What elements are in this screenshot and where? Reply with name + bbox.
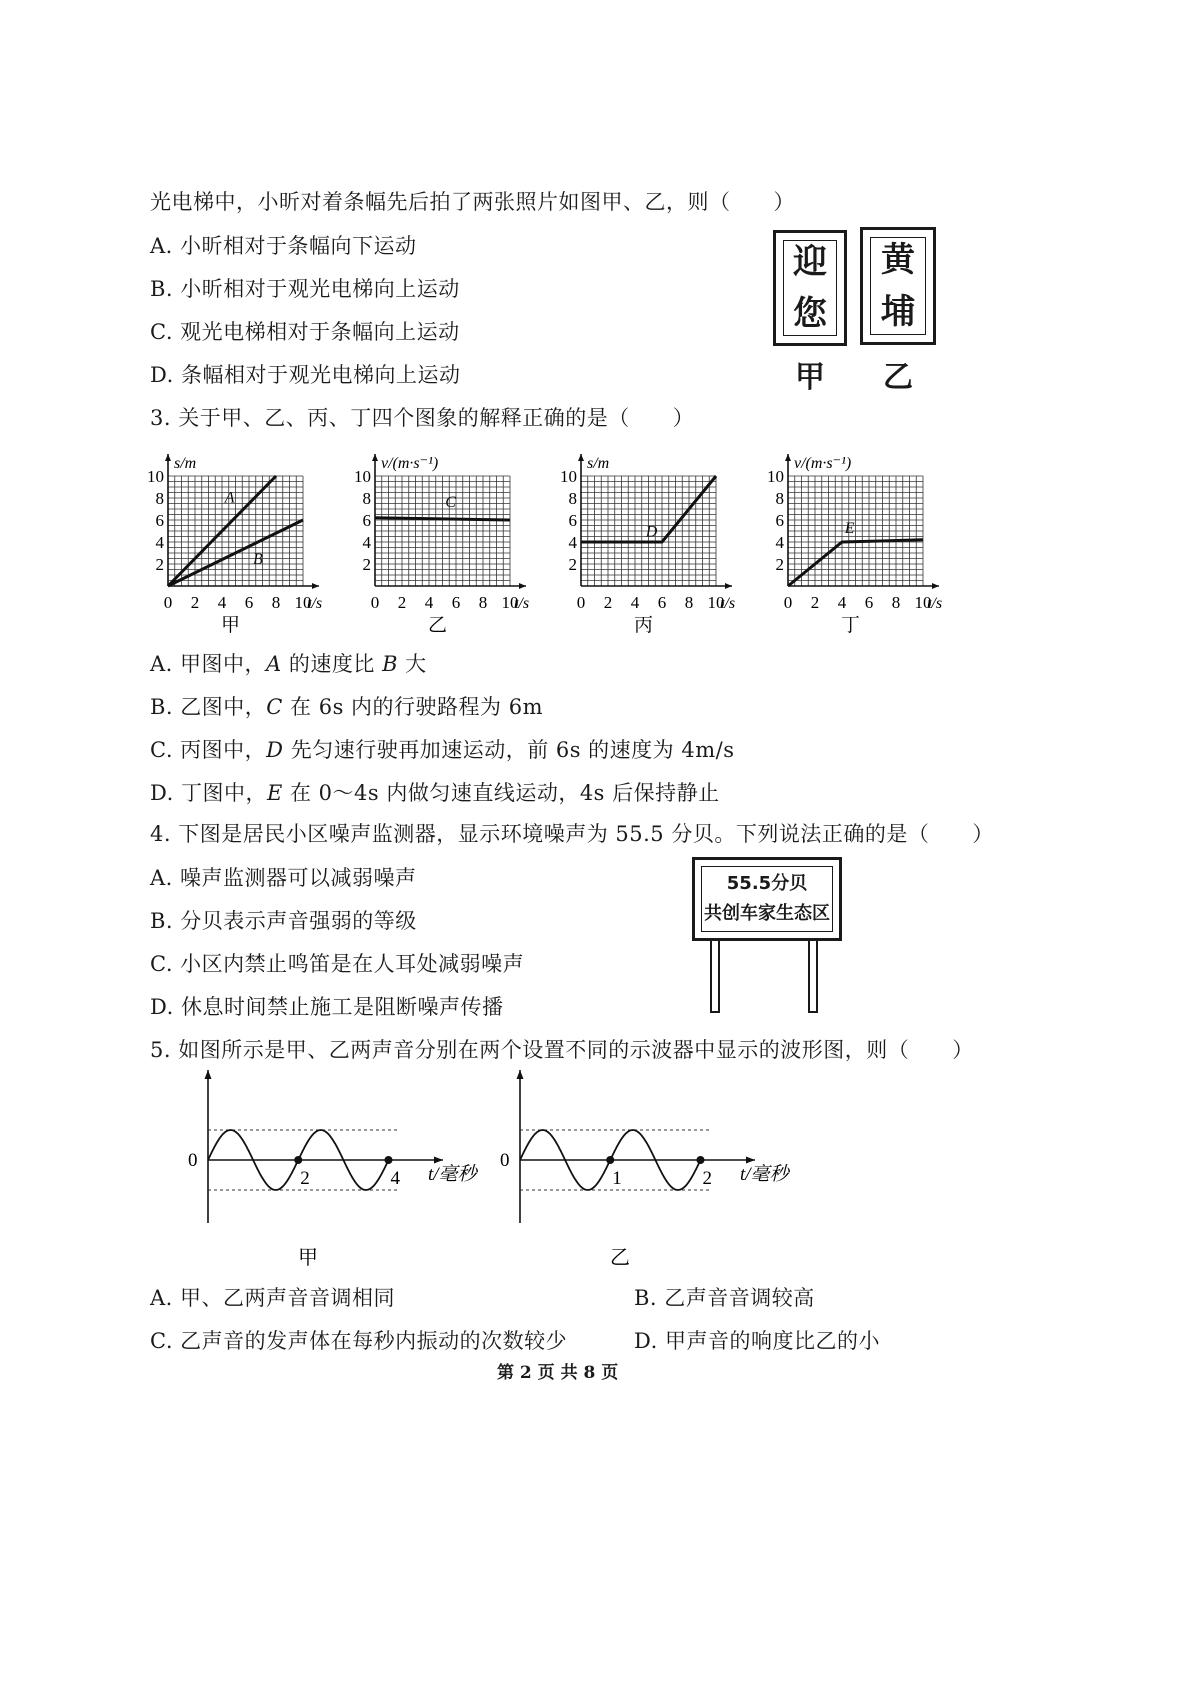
q5-option-b: B. 乙声音音调较高 <box>634 1286 815 1310</box>
banner-yi-caption: 乙 <box>883 360 913 395</box>
q4-option-b: B. 分贝表示声音强弱的等级 <box>150 909 417 933</box>
x-tick-label: 10 <box>707 593 725 612</box>
y-axis-label: v/(m·s⁻¹) <box>794 455 852 472</box>
origin-label: 0 <box>188 1150 198 1171</box>
x-axis-label: t/s <box>927 595 943 612</box>
y-tick-label: 2 <box>362 555 371 574</box>
q3-option-a: A. 甲图中，A 的速度比 B 大 <box>150 652 427 676</box>
q4-option-d: D. 休息时间禁止施工是阻断噪声传播 <box>150 995 504 1019</box>
series-label-E: E <box>844 520 855 538</box>
graph-caption: 丙 <box>633 615 654 636</box>
x-axis-label: t/s <box>307 595 323 612</box>
sign-slogan: 共创车家生态区 <box>704 903 830 924</box>
y-tick-label: 8 <box>362 489 371 508</box>
q5-option-a: A. 甲、乙两声音音调相同 <box>150 1286 396 1310</box>
y-axis-arrow <box>517 1070 524 1079</box>
q3-option-c: C. 丙图中，D 先匀速行驶再加速运动，前 6s 的速度为 4m/s <box>150 738 735 762</box>
waveform-甲 <box>188 1070 481 1269</box>
x-tick-label: 8 <box>271 593 281 612</box>
q3-option-b: B. 乙图中，C 在 6s 内的行驶路程为 6m <box>150 695 543 719</box>
y-tick-label: 4 <box>362 533 371 552</box>
series-label-D: D <box>645 523 658 541</box>
x-tick-label: 2 <box>810 593 820 612</box>
y-tick-label: 8 <box>155 489 164 508</box>
time-tick-label: 2 <box>300 1168 310 1189</box>
graph-甲 <box>147 454 322 636</box>
series-label-C: C <box>445 493 456 511</box>
y-axis-label: s/m <box>587 455 610 472</box>
time-axis-arrow <box>434 1157 443 1164</box>
y-tick-label: 2 <box>155 555 164 574</box>
x-tick-label: 4 <box>837 593 847 612</box>
x-tick-label: 2 <box>190 593 200 612</box>
series-label-B: B <box>253 551 263 568</box>
q2-option-a: A. 小昕相对于条幅向下运动 <box>150 234 417 258</box>
x-tick-label: 0 <box>783 593 793 612</box>
q3-stem: 3. 关于甲、乙、丙、丁四个图象的解释正确的是（ ） <box>150 406 695 430</box>
x-tick-label: 0 <box>576 593 586 612</box>
banner-jia <box>773 230 847 346</box>
y-tick-label: 10 <box>560 467 577 486</box>
x-tick-label: 0 <box>370 593 380 612</box>
y-tick-label: 6 <box>155 511 164 530</box>
q4-stem: 4. 下图是居民小区噪声监测器，显示环境噪声为 55.5 分贝。下列说法正确的是（ ） <box>150 822 994 846</box>
motion-graphs <box>140 440 980 640</box>
noise-reading: 55.5分贝 <box>726 873 808 894</box>
banner-yi-char-1: 黄 <box>881 240 915 280</box>
graph-丙 <box>560 454 735 636</box>
y-axis-label: s/m <box>174 455 197 472</box>
x-axis-arrow <box>725 583 732 589</box>
x-tick-label: 0 <box>163 593 173 612</box>
x-axis-arrow <box>519 583 526 589</box>
y-tick-label: 4 <box>568 533 577 552</box>
x-axis-label: t/s <box>514 595 530 612</box>
waveform-乙 <box>500 1070 793 1269</box>
q2-option-b: B. 小昕相对于观光电梯向上运动 <box>150 277 460 301</box>
q2-stem: 光电梯中，小昕对着条幅先后拍了两张照片如图甲、乙，则（ ） <box>150 190 795 214</box>
q4-option-a: A. 噪声监测器可以减弱噪声 <box>150 866 417 890</box>
y-tick-label: 6 <box>775 511 784 530</box>
x-tick-label: 10 <box>914 593 932 612</box>
x-tick-label: 6 <box>244 593 254 612</box>
x-tick-label: 6 <box>657 593 667 612</box>
banner-jia-char-1: 迎 <box>793 242 827 282</box>
q5-option-d: D. 甲声音的响度比乙的小 <box>634 1329 880 1353</box>
x-tick-label: 4 <box>424 593 434 612</box>
y-axis-arrow <box>205 1070 212 1079</box>
x-tick-label: 8 <box>478 593 488 612</box>
time-tick-dot <box>606 1156 614 1164</box>
time-axis-label: t/毫秒 <box>740 1164 789 1185</box>
x-tick-label: 4 <box>630 593 640 612</box>
x-tick-label: 10 <box>501 593 519 612</box>
y-axis-arrow <box>785 454 791 461</box>
y-tick-label: 10 <box>147 467 164 486</box>
waveform-caption: 乙 <box>610 1247 630 1269</box>
q3-option-d: D. 丁图中，E 在 0～4s 内做匀速直线运动，4s 后保持静止 <box>150 781 720 805</box>
y-tick-label: 8 <box>775 489 784 508</box>
page-number: 第 2 页 共 8 页 <box>497 1363 619 1383</box>
graph-丁 <box>767 454 942 636</box>
banner-yi <box>860 227 936 345</box>
noise-monitor-sign <box>692 857 842 941</box>
x-axis-label: t/s <box>720 595 736 612</box>
banner-yi-char-2: 埔 <box>881 292 915 332</box>
banner-jia-char-2: 您 <box>793 294 827 334</box>
time-tick-label: 2 <box>702 1168 712 1189</box>
graph-caption: 丁 <box>840 615 861 636</box>
y-axis-arrow <box>578 454 584 461</box>
waveform-caption: 甲 <box>298 1247 318 1269</box>
x-tick-label: 4 <box>217 593 227 612</box>
sign-post-left <box>710 941 720 1013</box>
graph-caption: 甲 <box>220 615 241 636</box>
y-axis-arrow <box>372 454 378 461</box>
y-tick-label: 6 <box>362 511 371 530</box>
q2-option-c: C. 观光电梯相对于条幅向上运动 <box>150 320 460 344</box>
series-label-A: A <box>224 489 235 507</box>
time-tick-label: 1 <box>612 1168 622 1189</box>
y-tick-label: 10 <box>354 467 371 486</box>
y-tick-label: 8 <box>568 489 577 508</box>
banner-jia-caption: 甲 <box>795 360 825 395</box>
y-tick-label: 2 <box>568 555 577 574</box>
time-axis-label: t/毫秒 <box>428 1164 477 1185</box>
time-axis-arrow <box>746 1157 755 1164</box>
y-tick-label: 6 <box>568 511 577 530</box>
x-axis-arrow <box>932 583 939 589</box>
x-tick-label: 2 <box>603 593 613 612</box>
x-tick-label: 6 <box>451 593 461 612</box>
y-axis-label: v/(m·s⁻¹) <box>381 455 439 472</box>
x-tick-label: 10 <box>294 593 312 612</box>
q5-option-c: C. 乙声音的发声体在每秒内振动的次数较少 <box>150 1329 568 1353</box>
y-tick-label: 2 <box>775 555 784 574</box>
x-tick-label: 8 <box>891 593 901 612</box>
x-tick-label: 8 <box>684 593 694 612</box>
q2-option-d: D. 条幅相对于观光电梯向上运动 <box>150 363 461 387</box>
origin-label: 0 <box>500 1150 510 1171</box>
time-tick-label: 4 <box>390 1168 400 1189</box>
sign-post-right <box>808 941 818 1013</box>
time-tick-dot <box>385 1156 393 1164</box>
y-tick-label: 4 <box>155 533 164 552</box>
oscilloscope-waveforms <box>180 1068 820 1278</box>
x-tick-label: 6 <box>864 593 874 612</box>
q4-option-c: C. 小区内禁止鸣笛是在人耳处减弱噪声 <box>150 952 525 976</box>
time-tick-dot <box>697 1156 705 1164</box>
graph-乙 <box>354 454 529 636</box>
y-tick-label: 4 <box>775 533 784 552</box>
graph-caption: 乙 <box>427 615 448 636</box>
y-tick-label: 10 <box>767 467 784 486</box>
q5-stem: 5. 如图所示是甲、乙两声音分别在两个设置不同的示波器中显示的波形图，则（ ） <box>150 1038 974 1062</box>
x-axis-arrow <box>312 583 319 589</box>
y-axis-arrow <box>165 454 171 461</box>
time-tick-dot <box>294 1156 302 1164</box>
x-tick-label: 2 <box>397 593 407 612</box>
